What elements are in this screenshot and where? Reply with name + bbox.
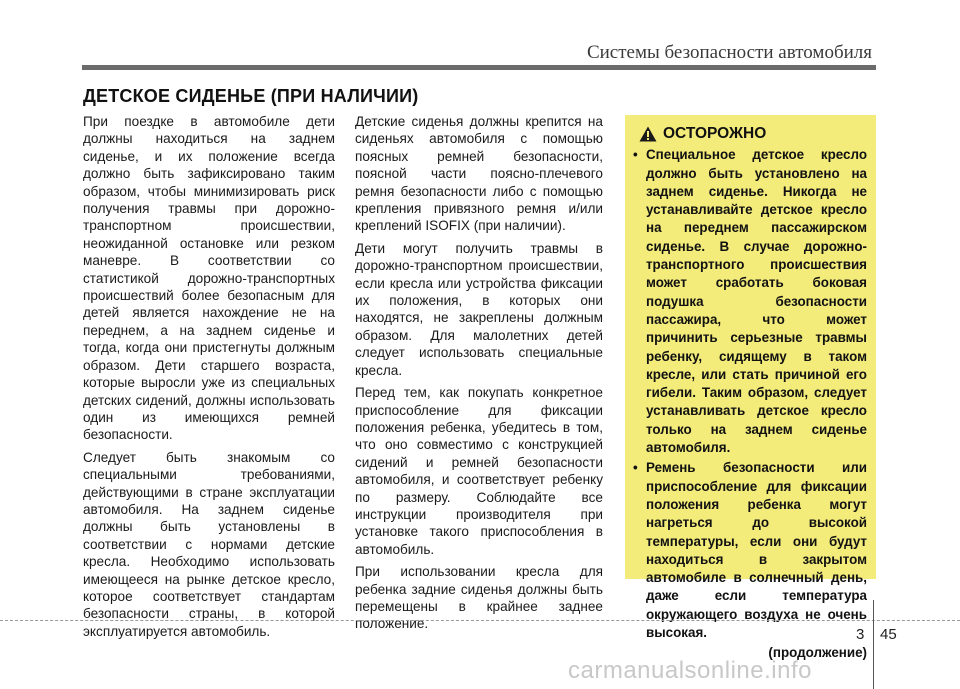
middle-column	[355, 113, 603, 638]
header-rule	[82, 65, 876, 70]
warning-list	[633, 146, 867, 642]
watermark: carmanualsonline.info	[568, 657, 812, 684]
warning-triangle-icon	[639, 126, 657, 142]
page-number: 45	[880, 626, 897, 643]
continued-label: (продолжение)	[768, 645, 867, 661]
section-header: Системы безопасности автомобиля	[586, 42, 872, 63]
page-separator	[873, 600, 874, 689]
warning-title: ОСТОРОЖНО	[663, 125, 767, 142]
paragraph: При поездке в автомобиле дети должны находиться на заднем сиденье, и их положение всегда должно быть зафиксировано таким образом, чтобы минимизировать риск получения травмы при дорожно-транспортном происшествии, неожиданной остановке или резком маневре. В соответствии со статистикой дорожно-транспортных происшествий более безопасным для детей является нахождение не на переднем, а на заднем сиденье и тогда, когда они пристегнуты должным образом. Дети старшего возраста, которые выросли уже из специальных детских сидений, должны использовать один из имеющихся ремней безопасности.	[83, 114, 335, 443]
warning-box	[625, 115, 876, 661]
warning-item: • Специальное детское кресло должно быть установлено на заднем сиденье. Никогда не устанавливайте детское кресло на переднем пассажирском сиденье. В случае дорожно-транспортного происшествия может сработать боковая подушка безопасности пассажира, что может причинить серьезные травмы ребенку, сидящему в таком кресле, или стать причиной его гибели. Таким образом, следует устанавливать детское кресло только на заднем сиденье автомобиля.	[633, 146, 867, 457]
warning-item: • Ремень безопасности или приспособление для фиксации положения ребенка могут нагреться до высокой температуры, если они будут находиться в закрытом автомобиле в солнечный день, даже если температура окружающего воздуха не очень высокая.	[633, 459, 867, 642]
paragraph: Дети могут получить травмы в дорожно-транспортном происшествии, если кресла или устройства фиксации их положения, в которых они находятся, не закреплены должным образом. Для малолетних детей следует использовать специальные кресла.	[355, 240, 603, 378]
footer-rule	[0, 620, 960, 621]
paragraph: Детские сиденья должны крепится на сиденьях автомобиля с помощью поясных ремней безопасности, поясной части поясно-плечевого ремня безопасности либо с помощью крепления привязного ремня и/или креплений ISOFIX (при наличии).	[355, 114, 603, 234]
paragraph: Следует быть знакомым со специальными требованиями, действующими в стране эксплуатации автомобиля. На заднем сиденье должны быть установлены в соответствии с нормами детские кресла. Необходимо использовать имеющееся на рынке детское кресло, которое соответствует стандартам безопасности страны, в которой эксплуатируется автомобиль.	[83, 449, 335, 639]
paragraph: Перед тем, как покупать конкретное приспособление для фиксации положения ребенка, убедитесь в том, что оно совместимо с конструкцией сидений и ремней безопасности автомобиля, и соответствует ребенку по размеру. Соблюдайте все инструкции производителя при установке такого приспособления в автомобиль.	[355, 385, 603, 557]
paragraph: При использовании кресла для ребенка задние сиденья должны быть перемещены в крайнее заднее положение.	[355, 564, 603, 632]
left-column	[83, 113, 335, 645]
warning-heading	[633, 125, 867, 143]
page-title: ДЕТСКОЕ СИДЕНЬЕ (ПРИ НАЛИЧИИ)	[83, 86, 419, 106]
chapter-number: 3	[856, 626, 865, 643]
